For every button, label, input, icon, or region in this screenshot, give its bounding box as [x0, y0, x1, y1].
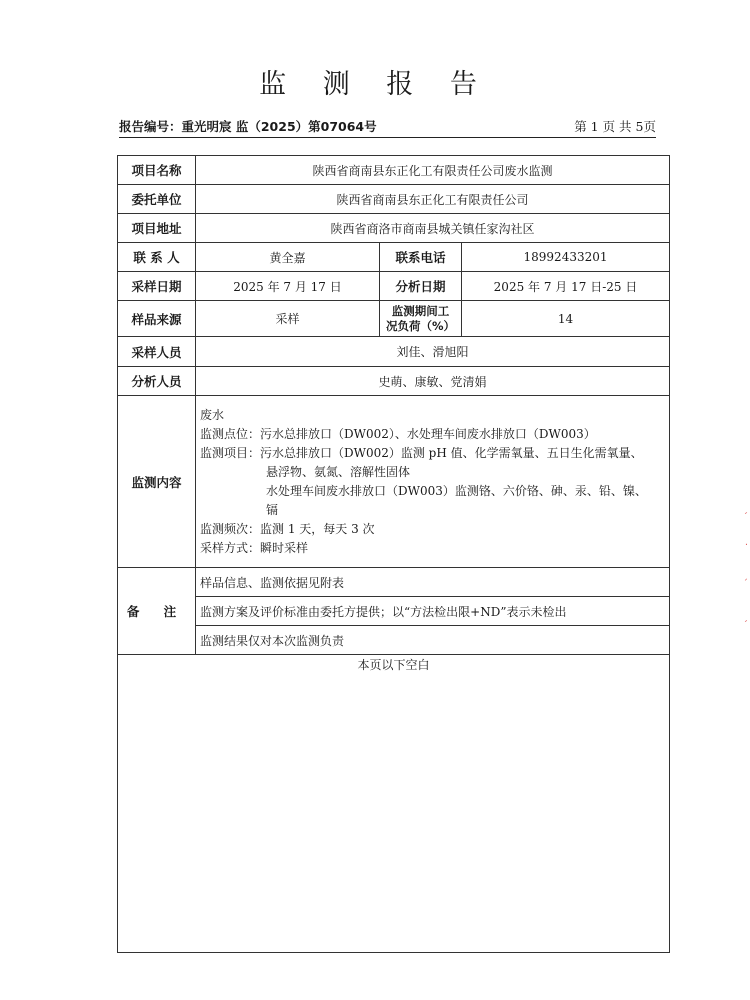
remark-item: 样品信息、监测依据见附表	[196, 568, 670, 597]
page-indicator: 第 1 页 共 5页	[574, 119, 656, 134]
monitoring-label: 监测内容	[118, 396, 196, 568]
report-number: 报告编号：重光明宸 监（2025）第07064号	[119, 119, 377, 134]
row-contact	[118, 243, 670, 272]
blank-note: 本页以下空白	[118, 655, 670, 953]
analysts-value: 史萌、康敏、党清娟	[196, 367, 670, 396]
row-project-name	[118, 156, 670, 185]
scan-artifact: ˏ	[743, 570, 748, 581]
monitoring-line: 悬浮物、氨氮、溶解性固体	[266, 464, 411, 479]
row-sample-source	[118, 301, 670, 337]
row-monitoring	[118, 396, 670, 568]
row-blank	[118, 655, 670, 953]
client-label: 委托单位	[118, 185, 196, 214]
monitoring-line: 镉	[266, 502, 279, 517]
contact-label: 联 系 人	[118, 243, 196, 272]
scan-artifact: ·	[744, 540, 748, 551]
row-remark-3	[118, 626, 670, 655]
sample-source-value: 采样	[196, 301, 380, 337]
header-rule	[119, 137, 656, 138]
contact-value: 黄全嘉	[196, 243, 380, 272]
sampling-date-value: 2025 年 7 月 17 日	[196, 272, 380, 301]
row-dates	[118, 272, 670, 301]
address-value: 陕西省商洛市商南县城关镇任家沟社区	[196, 214, 670, 243]
monitoring-line: 监测频次：监测 1 天，每天 3 次	[200, 521, 375, 536]
samplers-value: 刘佳、滑旭阳	[196, 337, 670, 367]
samplers-label: 采样人员	[118, 337, 196, 367]
row-remark-2	[118, 597, 670, 626]
project-name-value: 陕西省商南县东正化工有限责任公司废水监测	[196, 156, 670, 185]
row-client	[118, 185, 670, 214]
load-label-line1: 监测期间工	[391, 303, 450, 318]
analysts-label: 分析人员	[118, 367, 196, 396]
monitoring-line: 监测点位：污水总排放口（DW002）、水处理车间废水排放口（DW003）	[200, 426, 596, 441]
row-analysts	[118, 367, 670, 396]
scan-artifact: ˊ	[743, 512, 748, 523]
phone-label: 联系电话	[380, 243, 462, 272]
analysis-date-label: 分析日期	[380, 272, 462, 301]
client-value: 陕西省商南县东正化工有限责任公司	[196, 185, 670, 214]
row-address	[118, 214, 670, 243]
project-name-label: 项目名称	[118, 156, 196, 185]
sampling-date-label: 采样日期	[118, 272, 196, 301]
remarks-label: 备 注	[118, 568, 196, 655]
remark-item: 监测结果仅对本次监测负责	[196, 626, 670, 655]
report-table	[117, 155, 670, 953]
load-value: 14	[462, 301, 670, 337]
load-label	[380, 301, 462, 337]
monitoring-line: 监测项目：污水总排放口（DW002）监测 pH 值、化学需氧量、五日生化需氧量、	[200, 445, 643, 460]
analysis-date-value: 2025 年 7 月 17 日-25 日	[462, 272, 670, 301]
address-label: 项目地址	[118, 214, 196, 243]
monitoring-content	[196, 396, 670, 568]
monitoring-line: 水处理车间废水排放口（DW003）监测铬、六价铬、砷、汞、铅、镍、	[266, 483, 647, 498]
sample-source-label: 样品来源	[118, 301, 196, 337]
monitoring-line: 采样方式：瞬时采样	[200, 540, 309, 555]
remark-item: 监测方案及评价标准由委托方提供；以“方法检出限+ND”表示未检出	[196, 597, 670, 626]
report-title: 监 测 报 告	[259, 69, 491, 100]
phone-value: 18992433201	[462, 243, 670, 272]
scan-artifact: ˊ	[743, 620, 748, 631]
load-label-line2: 况负荷（%）	[385, 318, 456, 333]
monitoring-line: 废水	[200, 407, 225, 422]
row-samplers	[118, 337, 670, 367]
row-remark-1	[118, 568, 670, 597]
